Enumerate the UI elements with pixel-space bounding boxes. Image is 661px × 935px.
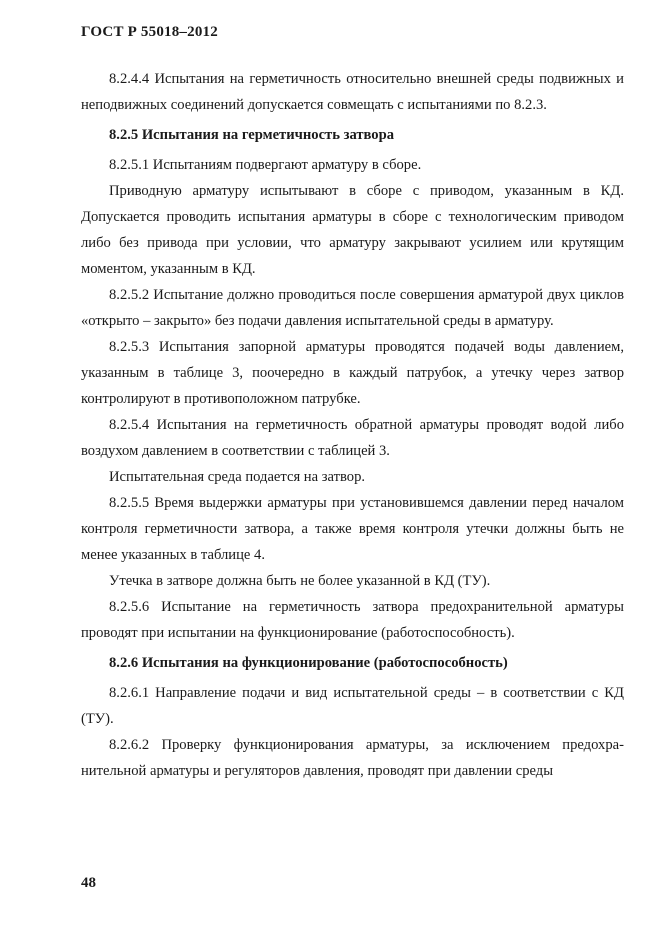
paragraph-8-2-5-1: 8.2.5.1 Испытаниям подвергают арматуру в сборе. [109,157,422,173]
paragraph-8-2-5-3: 8.2.5.3 Испытания запорной арматуры проводятся подачей воды давлением, указанным в таблице 3, поочередно в каждый патрубок, а утечку через затвор контролируют в противоположном патрубке. [81,339,624,407]
page-number: 48 [81,875,96,891]
paragraph-8-2-5-2: 8.2.5.2 Испытание должно проводиться после совершения арматурой двух циклов «открыто – закрыто» без подачи давления испытательной среды в арматуру. [81,287,624,329]
section-heading-8-2-6: 8.2.6 Испытания на функционирование (работоспособность) [109,655,508,671]
paragraph-8-2-6-1: 8.2.6.1 Направление подачи и вид испытательной среды – в соответствии с КД (ТУ). [81,685,624,727]
paragraph-8-2-5-4: 8.2.5.4 Испытания на герметичность обратной арматуры проводят водой либо воздухом давлением в соответствии с таблицей 3. [81,417,624,459]
paragraph-8-2-4-4: 8.2.4.4 Испытания на герметичность относительно внешней среды подвижных и неподвижных соединений допускается совмещать с испытаниями по 8.2.3. [81,71,624,113]
paragraph-8-2-6-2: 8.2.6.2 Проверку функционирования арматуры, за исключением предохранительной арматуры и регуляторов давления, проводят при давлении среды [81,737,624,779]
document-header: ГОСТ Р 55018–2012 [81,24,218,40]
paragraph-8-2-5-6: 8.2.5.6 Испытание на герметичность затвора предохранительной арматуры проводят при испытании на функционирование (работоспособность). [81,599,624,641]
paragraph-leakage: Утечка в затворе должна быть не более указанной в КД (ТУ). [109,573,491,589]
paragraph-drive-assembly: Приводную арматуру испытывают в сборе с приводом, указанным в КД. Допускается проводить испытания арматуры в сборе с технологическим приводом либо без привода при условии, что арматуру закрывают усилием или крутящим моментом, указанным в КД. [81,183,624,277]
document-body [81,66,624,784]
paragraph-8-2-5-5: 8.2.5.5 Время выдержки арматуры при установившемся давлении перед началом контроля герметичности затвора, а также время контроля утечки должны быть не менее указанных в таблице 4. [81,495,624,563]
paragraph-test-medium: Испытательная среда подается на затвор. [109,469,366,485]
section-heading-8-2-5: 8.2.5 Испытания на герметичность затвора [109,127,395,143]
